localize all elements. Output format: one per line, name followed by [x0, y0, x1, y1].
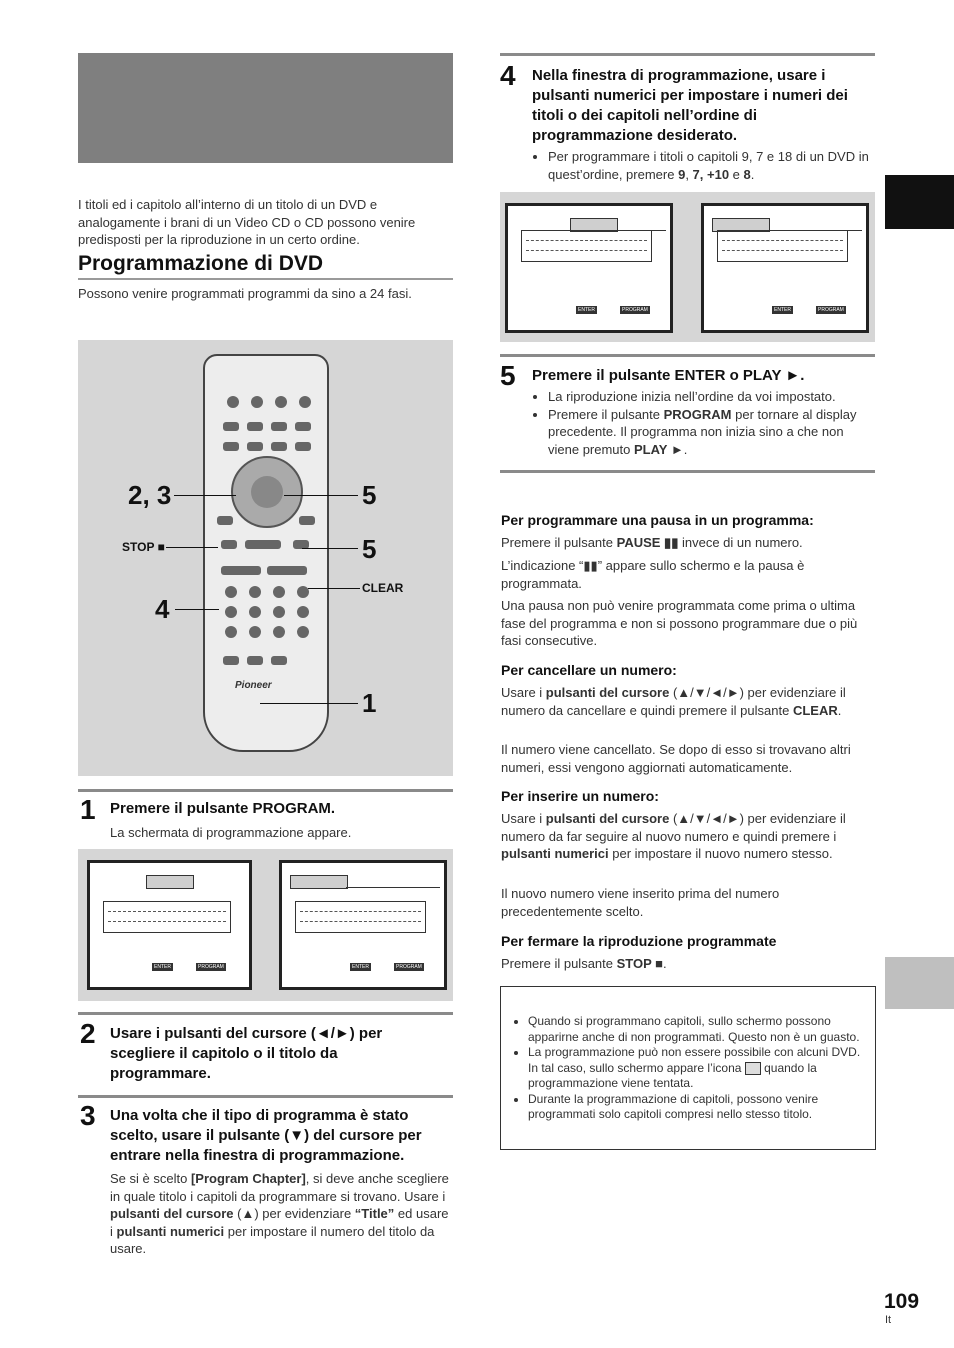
step2-title: Usare i pulsanti del cursore (◄/►) per scegliere il capitolo o il titolo da programmare. — [110, 1025, 383, 1082]
step1-screen-right — [279, 860, 447, 990]
enter-button — [251, 476, 283, 508]
leader-5a — [284, 495, 358, 496]
key-4 — [225, 606, 237, 618]
step3-text-e: (▲) per evidenziare — [233, 1206, 355, 1221]
step4-b1-d: 7, +10 — [692, 166, 730, 182]
key-6 — [273, 606, 285, 618]
step2-rule — [78, 1012, 453, 1015]
subtitle-button — [247, 422, 263, 431]
program-label: PROGRAM — [198, 964, 224, 970]
cancel-p1 — [501, 684, 873, 719]
search-mode-button — [271, 656, 287, 665]
step2-number: 2 — [80, 1018, 96, 1049]
leader-stop — [166, 547, 218, 548]
key-2 — [249, 586, 261, 598]
key-plus10 — [297, 606, 309, 618]
prohibited-icon — [745, 1062, 761, 1075]
intro-text: I titoli ed i capitolo all’interno di un titolo di un DVD e analogamente i brani di un Video CD o CD possono venire predisposti per la riproduzione in un certo ordine. — [78, 197, 416, 247]
callout-2-3: 2, 3 — [128, 480, 172, 510]
key-0 — [297, 626, 309, 638]
note-2 — [528, 1045, 868, 1092]
program-label: PROGRAM — [622, 307, 648, 313]
audio-button — [223, 422, 239, 431]
step1-text: La schermata di programmazione appare. — [110, 825, 352, 840]
page-number: 109 — [884, 1290, 920, 1313]
program-label: PROGRAM — [396, 964, 422, 970]
step3-text-d: pulsanti del cursore — [110, 1206, 234, 1221]
program-button — [247, 656, 263, 665]
callout-5b: 5 — [362, 534, 377, 564]
enter-label: ENTER — [774, 307, 791, 313]
screen-tabline — [346, 887, 440, 888]
key-1 — [225, 586, 237, 598]
condition-memory-button — [275, 396, 287, 408]
step3-title: Una volta che il tipo di programma è stato scelto, usare il pulsante (▼) del cursore per entrare nella finestra di programmazione. — [110, 1107, 422, 1164]
step4-number: 4 — [500, 60, 516, 91]
insert-p1-d: pulsanti numerici — [501, 846, 609, 861]
step4-b1-e: e — [729, 166, 744, 182]
callout-stop: STOP ■ — [122, 540, 165, 554]
step-slow-button — [221, 566, 261, 575]
stopprog-p1-b: STOP ■ — [616, 956, 664, 971]
repeat-button — [295, 422, 311, 431]
last-memory-button — [251, 396, 263, 408]
cancel-heading: Per cancellare un numero: — [501, 662, 677, 678]
screen-tab — [146, 875, 194, 889]
random-button — [223, 656, 239, 665]
callout-5a: 5 — [362, 480, 377, 510]
brand-logo: Pioneer — [235, 680, 272, 691]
screen-tab — [290, 875, 348, 889]
step5-b2-b: PROGRAM — [663, 406, 732, 422]
step3-text — [110, 1170, 452, 1258]
key-5 — [249, 606, 261, 618]
key-7 — [225, 626, 237, 638]
step1-rule — [78, 789, 453, 792]
insert-heading: Per inserire un numero: — [501, 788, 659, 804]
program-grid — [717, 230, 848, 262]
note-3: • Durante la programmazione di capitoli, possono venire programmati solo capitoli compresi nello stesso titolo. — [528, 1092, 868, 1123]
pause-heading: Per programmare una pausa in un programma: — [501, 512, 814, 528]
next-button — [299, 516, 315, 525]
note-2-b: quando la programmazione viene tentata. — [528, 1060, 817, 1090]
section-sub: Possono venire programmati programmi da sino a 24 fasi. — [78, 286, 412, 301]
play-button — [245, 540, 281, 549]
leader-2-3 — [174, 495, 236, 496]
program-grid — [295, 901, 426, 933]
prev-button — [217, 516, 233, 525]
enter-label: ENTER — [352, 964, 369, 970]
program-grid — [103, 901, 231, 933]
step5-b2-c: per tornare al display precedente. Il programma non inizia sino a che non viene premuto — [548, 406, 857, 457]
side-tab-black — [885, 175, 954, 229]
leader-1 — [260, 703, 358, 704]
note-1: • Quando si programmano capitoli, sullo schermo possono apparirne anche di non programmati. Questo non è un guasto. — [528, 1014, 868, 1045]
section-rule — [78, 278, 453, 280]
rev-fwd-button — [267, 566, 307, 575]
step3-text-a: Se si è scelto — [110, 1171, 191, 1186]
pause-p3: Una pausa non può venire programmata come prima o ultima fase del programma e non si possono programmare due o più fasi consecutive. — [501, 598, 858, 648]
enter-label: ENTER — [154, 964, 171, 970]
stopprog-p1 — [501, 955, 873, 973]
cancel-p1-d: CLEAR — [792, 702, 838, 718]
step1-screen-left — [87, 860, 252, 990]
power-button — [227, 396, 239, 408]
step5-bullet-2 — [548, 406, 878, 459]
cancel-p1-a: Usare i — [501, 685, 546, 700]
notes-list — [510, 1014, 868, 1123]
stop-button — [221, 540, 237, 549]
pause-p1 — [501, 534, 873, 552]
step3-text-i: per impostare il numero del titolo da usare. — [110, 1223, 435, 1256]
step5-end-rule — [500, 470, 875, 473]
cursor-pad — [231, 456, 303, 528]
leader-clear — [308, 588, 360, 589]
remote-control — [203, 354, 329, 752]
cancel-p1-b: pulsanti del cursore — [545, 685, 670, 700]
step4-b1-c: , — [685, 166, 693, 182]
step4-rule — [500, 53, 875, 56]
insert-p1 — [501, 810, 873, 863]
step1-title: Premere il pulsante PROGRAM. — [110, 800, 336, 817]
step4-b1-g: . — [750, 166, 755, 182]
numeric-keypad — [219, 582, 313, 644]
insert-p1-e: per impostare il nuovo numero stesso. — [608, 846, 833, 861]
pause-p1-a: Premere il pulsante — [501, 535, 617, 550]
callout-4: 4 — [155, 594, 170, 624]
leader-4 — [175, 609, 219, 610]
step4-b1-f: 8 — [743, 166, 751, 182]
step4-bullets — [530, 148, 878, 183]
program-label: PROGRAM — [818, 307, 844, 313]
setup-button — [223, 442, 239, 451]
key-8 — [249, 626, 261, 638]
key-9 — [273, 626, 285, 638]
note-2-a: La programmazione può non essere possibile con alcuni DVD. In tal caso, sullo schermo appare l’icona — [528, 1045, 861, 1075]
insert-p2: Il nuovo numero viene inserito prima del numero precedentemente scelto. — [501, 886, 780, 919]
cancel-p2: Il numero viene cancellato. Se dopo di esso si trovavano altri numeri, essi vengono aggiornati automaticamente. — [501, 742, 851, 775]
pause-p2: L’indicazione “▮▮” appare sullo schermo e la pausa è programmata. — [501, 558, 805, 591]
step3-text-c: , si deve anche scegliere in quale titolo i capitoli da programmare si trovano. Usare i — [110, 1171, 449, 1204]
step5-rule — [500, 354, 875, 357]
insert-p1-c: (▲/▼/◄/►) per evidenziare il numero da far seguire al nuovo numero e quindi premere i — [501, 811, 846, 844]
pause-p1-b: PAUSE ▮▮ — [616, 535, 679, 550]
step3-text-g: ed usare i — [110, 1206, 449, 1239]
step3-text-b: [Program Chapter] — [190, 1171, 306, 1186]
pause-p1-c: invece di un numero. — [678, 535, 803, 550]
step4-b1-b: 9 — [678, 166, 686, 182]
step4-bullet-1 — [548, 148, 878, 183]
step3-number: 3 — [80, 1100, 96, 1131]
angle-button — [271, 422, 287, 431]
step5-title: Premere il pulsante ENTER o PLAY ►. — [532, 367, 805, 384]
insert-p1-a: Usare i — [501, 811, 546, 826]
top-menu-button — [271, 442, 287, 451]
repeat-ab-button — [295, 442, 311, 451]
program-grid — [521, 230, 652, 262]
step4-title: Nella finestra di programmazione, usare i pulsanti numerici per impostare i numeri dei titoli o dei capitoli nell’ordine di programmazione desiderato. — [532, 67, 848, 144]
step5-bullets — [530, 388, 878, 458]
step3-rule — [78, 1095, 453, 1098]
step4-b1-a: Per programmare i titoli o capitoli 9, 7 e 18 di un DVD in quest’ordine, premere — [548, 149, 869, 182]
key-3 — [273, 586, 285, 598]
step5-number: 5 — [500, 360, 516, 391]
step3-text-f: “Title” — [354, 1206, 395, 1221]
section-title: Programmazione di DVD — [78, 252, 324, 275]
step4-screen-left — [505, 203, 673, 333]
language-label: It — [885, 1314, 892, 1326]
open-close-button — [299, 396, 311, 408]
step5-bullet-1: • La riproduzione inizia nell’ordine da voi impostato. — [548, 388, 878, 406]
leader-5b — [302, 548, 358, 549]
stopprog-p1-c: . — [663, 956, 667, 971]
callout-clear: CLEAR — [362, 581, 404, 595]
menu-button — [247, 442, 263, 451]
header-block — [78, 53, 453, 163]
callout-1: 1 — [362, 688, 377, 718]
side-tab-gray — [885, 957, 954, 1009]
step5-b2-d: PLAY ► — [634, 441, 684, 457]
step5-b2-a: Premere il pulsante — [548, 406, 664, 422]
enter-label: ENTER — [578, 307, 595, 313]
step4-screen-right — [701, 203, 869, 333]
step5-b2-e: . — [683, 441, 688, 457]
step1-number: 1 — [80, 794, 96, 825]
insert-p1-b: pulsanti del cursore — [545, 811, 670, 826]
stopprog-heading: Per fermare la riproduzione programmate — [501, 933, 777, 949]
stopprog-p1-a: Premere il pulsante — [501, 956, 617, 971]
cancel-p1-c: (▲/▼/◄/►) per evidenziare il numero da cancellare e quindi premere il pulsante — [501, 685, 846, 718]
step3-text-h: pulsanti numerici — [116, 1223, 225, 1239]
cancel-p1-e: . — [837, 702, 842, 718]
